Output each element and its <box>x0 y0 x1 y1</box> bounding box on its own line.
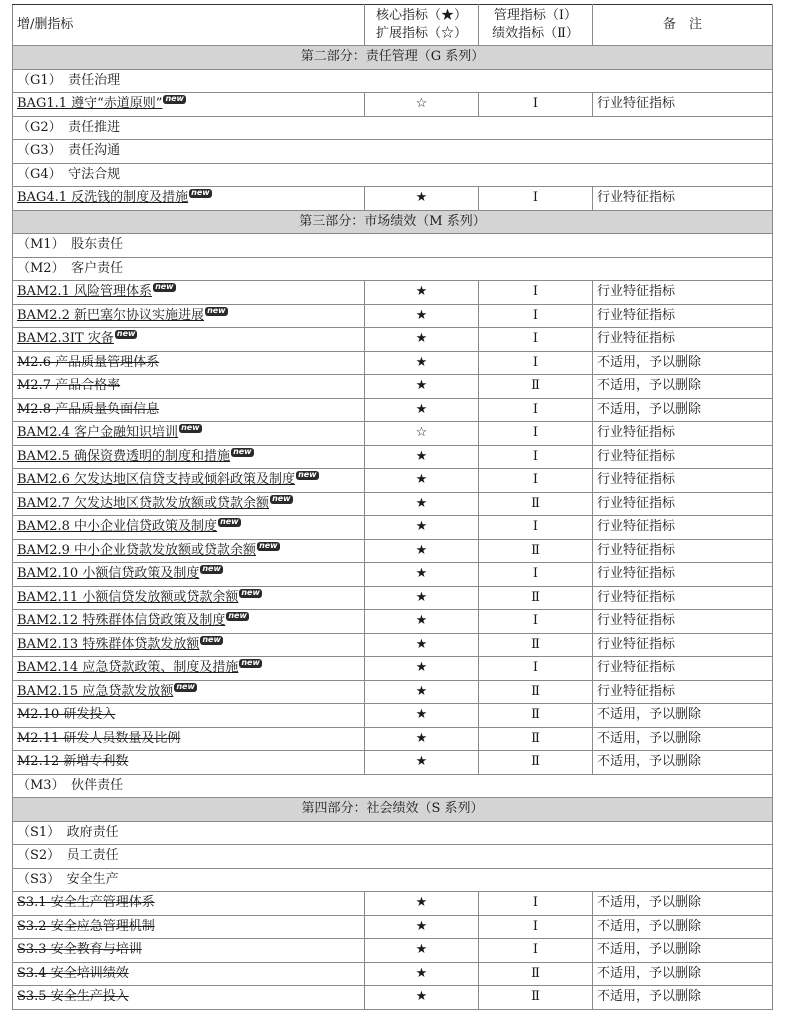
header-perf-line1: 管理指标（Ⅰ） <box>493 8 578 23</box>
section-row <box>13 46 773 70</box>
indicator-cell <box>13 539 365 563</box>
table-header-row <box>13 5 773 46</box>
note-cell: 不适用，予以删除 <box>593 398 773 422</box>
table-row <box>13 915 773 939</box>
table-row <box>13 351 773 375</box>
header-core-line2: 扩展指标（☆） <box>375 26 467 41</box>
table-row <box>13 93 773 117</box>
core-indicator: ★ <box>365 586 479 610</box>
indicator-name: BAM2.15 应急贷款发放额 <box>17 683 174 699</box>
new-badge: new <box>241 587 260 597</box>
note-cell: 行业特征指标 <box>593 610 773 634</box>
perf-indicator: Ⅱ <box>479 680 593 704</box>
table-row <box>13 727 773 751</box>
table-row <box>13 939 773 963</box>
perf-indicator: Ⅰ <box>479 187 593 211</box>
indicator-name: BAM2.9 中小企业贷款发放额或贷款余额 <box>17 542 257 558</box>
perf-indicator: Ⅰ <box>479 610 593 634</box>
note-cell: 行业特征指标 <box>593 281 773 305</box>
indicator-cell <box>13 422 365 446</box>
perf-indicator: Ⅰ <box>479 281 593 305</box>
core-indicator: ★ <box>365 563 479 587</box>
note-cell: 行业特征指标 <box>593 422 773 446</box>
core-indicator: ★ <box>365 304 479 328</box>
perf-indicator: Ⅰ <box>479 892 593 916</box>
indicator-cell <box>13 727 365 751</box>
indicator-cell <box>13 469 365 493</box>
indicator-name: BAM2.4 客户金融知识培训 <box>17 425 179 441</box>
indicator-cell <box>13 563 365 587</box>
core-indicator: ★ <box>365 539 479 563</box>
perf-indicator: Ⅱ <box>479 586 593 610</box>
header-core <box>365 5 479 46</box>
indicator-name: BAM2.6 欠发达地区信贷支持或倾斜政策及制度 <box>17 472 296 488</box>
core-indicator: ★ <box>365 657 479 681</box>
table-row <box>13 375 773 399</box>
indicator-cell <box>13 610 365 634</box>
note-cell: 行业特征指标 <box>593 93 773 117</box>
group-title: （M3） 伙伴责任 <box>13 774 773 798</box>
indicator-name: M2.8 产品质量负面信息 <box>17 401 160 417</box>
indicator-cell <box>13 586 365 610</box>
note-cell: 行业特征指标 <box>593 187 773 211</box>
core-indicator: ☆ <box>365 93 479 117</box>
perf-indicator: Ⅱ <box>479 727 593 751</box>
new-badge: new <box>241 658 260 668</box>
core-indicator: ★ <box>365 469 479 493</box>
note-cell: 行业特征指标 <box>593 563 773 587</box>
new-badge: new <box>272 493 291 503</box>
note-cell: 行业特征指标 <box>593 539 773 563</box>
indicator-name: M2.6 产品质量管理体系 <box>17 354 160 370</box>
core-indicator: ★ <box>365 915 479 939</box>
section-row <box>13 798 773 822</box>
perf-indicator: Ⅱ <box>479 751 593 775</box>
table-row <box>13 281 773 305</box>
note-cell: 不适用，予以删除 <box>593 986 773 1010</box>
group-row <box>13 821 773 845</box>
indicator-cell <box>13 93 365 117</box>
core-indicator: ★ <box>365 610 479 634</box>
indicator-name: BAM2.3IT 灾备 <box>17 331 114 347</box>
perf-indicator: Ⅱ <box>479 704 593 728</box>
indicator-cell <box>13 962 365 986</box>
core-indicator: ★ <box>365 727 479 751</box>
new-badge: new <box>202 564 221 574</box>
indicator-name: BAG1.1 遵守“赤道原则” <box>17 96 163 112</box>
group-title: （M2） 客户责任 <box>13 257 773 281</box>
perf-indicator: Ⅱ <box>479 539 593 563</box>
group-row <box>13 69 773 93</box>
section-title: 第三部分：市场绩效（M 系列） <box>13 210 773 234</box>
indicator-cell <box>13 351 365 375</box>
indicator-name: S3.3 安全教育与培训 <box>17 942 142 958</box>
perf-indicator: Ⅰ <box>479 93 593 117</box>
table-row <box>13 751 773 775</box>
note-cell: 不适用，予以删除 <box>593 751 773 775</box>
perf-indicator: Ⅰ <box>479 563 593 587</box>
table-row <box>13 328 773 352</box>
note-cell: 行业特征指标 <box>593 516 773 540</box>
indicator-name: S3.2 安全应急管理机制 <box>17 918 155 934</box>
core-indicator: ★ <box>365 751 479 775</box>
perf-indicator: Ⅰ <box>479 351 593 375</box>
indicator-name: M2.11 研发人员数量及比例 <box>17 730 181 746</box>
perf-indicator: Ⅱ <box>479 375 593 399</box>
new-badge: new <box>155 282 174 292</box>
new-badge: new <box>176 681 195 691</box>
perf-indicator: Ⅰ <box>479 422 593 446</box>
indicator-name: S3.4 安全培训绩效 <box>17 965 129 981</box>
note-cell: 不适用，予以删除 <box>593 915 773 939</box>
table-row <box>13 445 773 469</box>
table-row <box>13 704 773 728</box>
perf-indicator: Ⅱ <box>479 492 593 516</box>
table-row <box>13 586 773 610</box>
group-title: （G2） 责任推进 <box>13 116 773 140</box>
indicator-cell <box>13 492 365 516</box>
new-badge: new <box>298 470 317 480</box>
indicator-name: BAM2.10 小额信贷政策及制度 <box>17 566 200 582</box>
indicator-name: BAG4.1 反洗钱的制度及措施 <box>17 190 189 206</box>
indicator-name: BAM2.2 新巴塞尔协议实施进展 <box>17 307 205 323</box>
table-body <box>13 46 773 1010</box>
indicator-cell <box>13 445 365 469</box>
perf-indicator: Ⅰ <box>479 657 593 681</box>
indicator-name: BAM2.13 特殊群体贷款发放额 <box>17 636 200 652</box>
group-row <box>13 774 773 798</box>
core-indicator: ☆ <box>365 422 479 446</box>
table-row <box>13 187 773 211</box>
note-cell: 不适用，予以删除 <box>593 351 773 375</box>
indicator-name: BAM2.11 小额信贷发放额或贷款余额 <box>17 589 239 605</box>
indicator-name: S3.1 安全生产管理体系 <box>17 895 155 911</box>
indicator-name: BAM2.8 中小企业信贷政策及制度 <box>17 519 218 535</box>
indicator-cell <box>13 281 365 305</box>
new-badge: new <box>220 517 239 527</box>
new-badge: new <box>202 634 221 644</box>
indicator-table <box>12 4 773 1010</box>
table-row <box>13 657 773 681</box>
new-badge: new <box>233 446 252 456</box>
core-indicator: ★ <box>365 704 479 728</box>
core-indicator: ★ <box>365 328 479 352</box>
note-cell: 不适用，予以删除 <box>593 704 773 728</box>
note-cell: 行业特征指标 <box>593 445 773 469</box>
note-cell: 行业特征指标 <box>593 657 773 681</box>
group-title: （G1） 责任治理 <box>13 69 773 93</box>
new-badge: new <box>259 540 278 550</box>
indicator-cell <box>13 892 365 916</box>
note-cell: 不适用，予以删除 <box>593 727 773 751</box>
core-indicator: ★ <box>365 187 479 211</box>
table-row <box>13 422 773 446</box>
table-row <box>13 986 773 1010</box>
perf-indicator: Ⅱ <box>479 633 593 657</box>
perf-indicator: Ⅰ <box>479 304 593 328</box>
perf-indicator: Ⅰ <box>479 915 593 939</box>
perf-indicator: Ⅰ <box>479 445 593 469</box>
group-row <box>13 257 773 281</box>
table-row <box>13 680 773 704</box>
group-title: （M1） 股东责任 <box>13 234 773 258</box>
indicator-name: S3.5 安全生产投入 <box>17 989 129 1005</box>
indicator-cell <box>13 657 365 681</box>
group-title: （S3） 安全生产 <box>13 868 773 892</box>
section-title: 第四部分：社会绩效（S 系列） <box>13 798 773 822</box>
new-badge: new <box>181 423 200 433</box>
indicator-name: BAM2.5 确保资费透明的制度和措施 <box>17 448 231 464</box>
group-row <box>13 845 773 869</box>
note-cell: 行业特征指标 <box>593 304 773 328</box>
table-row <box>13 633 773 657</box>
indicator-cell <box>13 751 365 775</box>
table-row <box>13 398 773 422</box>
header-perf-line2: 绩效指标（Ⅱ） <box>492 26 579 41</box>
indicator-cell <box>13 187 365 211</box>
group-title: （G3） 责任沟通 <box>13 140 773 164</box>
group-row <box>13 116 773 140</box>
indicator-cell <box>13 328 365 352</box>
indicator-cell <box>13 939 365 963</box>
new-badge: new <box>165 94 184 104</box>
indicator-name: BAM2.1 风险管理体系 <box>17 284 153 300</box>
header-perf <box>479 5 593 46</box>
table-row <box>13 892 773 916</box>
indicator-cell <box>13 516 365 540</box>
group-row <box>13 163 773 187</box>
core-indicator: ★ <box>365 281 479 305</box>
new-badge: new <box>191 188 210 198</box>
core-indicator: ★ <box>365 445 479 469</box>
note-cell: 行业特征指标 <box>593 492 773 516</box>
note-cell: 不适用，予以删除 <box>593 939 773 963</box>
table-row <box>13 304 773 328</box>
perf-indicator: Ⅰ <box>479 469 593 493</box>
indicator-name: M2.7 产品合格率 <box>17 378 121 394</box>
note-cell: 不适用，予以删除 <box>593 375 773 399</box>
core-indicator: ★ <box>365 986 479 1010</box>
core-indicator: ★ <box>365 351 479 375</box>
perf-indicator: Ⅱ <box>479 986 593 1010</box>
note-cell: 行业特征指标 <box>593 328 773 352</box>
indicator-cell <box>13 375 365 399</box>
table-row <box>13 962 773 986</box>
indicator-cell <box>13 915 365 939</box>
core-indicator: ★ <box>365 375 479 399</box>
section-title: 第二部分：责任管理（G 系列） <box>13 46 773 70</box>
new-badge: new <box>116 329 136 339</box>
core-indicator: ★ <box>365 962 479 986</box>
core-indicator: ★ <box>365 892 479 916</box>
group-row <box>13 234 773 258</box>
perf-indicator: Ⅰ <box>479 328 593 352</box>
core-indicator: ★ <box>365 398 479 422</box>
table-row <box>13 539 773 563</box>
indicator-name: BAM2.12 特殊群体信贷政策及制度 <box>17 613 226 629</box>
group-row <box>13 868 773 892</box>
indicator-name: M2.10 研发投入 <box>17 707 116 723</box>
indicator-cell <box>13 398 365 422</box>
perf-indicator: Ⅰ <box>479 939 593 963</box>
header-core-line1: 核心指标（★） <box>375 8 467 23</box>
group-title: （S2） 员工责任 <box>13 845 773 869</box>
table-row <box>13 469 773 493</box>
header-name: 增/删指标 <box>13 5 365 46</box>
note-cell: 行业特征指标 <box>593 469 773 493</box>
core-indicator: ★ <box>365 516 479 540</box>
indicator-name: BAM2.14 应急贷款政策、制度及措施 <box>17 660 239 676</box>
core-indicator: ★ <box>365 939 479 963</box>
indicator-cell <box>13 304 365 328</box>
indicator-cell <box>13 680 365 704</box>
note-cell: 行业特征指标 <box>593 586 773 610</box>
section-row <box>13 210 773 234</box>
indicator-name: BAM2.7 欠发达地区贷款发放额或贷款余额 <box>17 495 270 511</box>
perf-indicator: Ⅱ <box>479 962 593 986</box>
note-cell: 行业特征指标 <box>593 633 773 657</box>
core-indicator: ★ <box>365 492 479 516</box>
table-row <box>13 492 773 516</box>
core-indicator: ★ <box>365 680 479 704</box>
perf-indicator: Ⅰ <box>479 398 593 422</box>
note-cell: 行业特征指标 <box>593 680 773 704</box>
header-note: 备 注 <box>593 5 773 46</box>
new-badge: new <box>228 611 247 621</box>
indicator-cell <box>13 704 365 728</box>
perf-indicator: Ⅰ <box>479 516 593 540</box>
indicator-name: M2.12 新增专利数 <box>17 754 129 770</box>
group-title: （S1） 政府责任 <box>13 821 773 845</box>
table-row <box>13 516 773 540</box>
table-row <box>13 610 773 634</box>
note-cell: 不适用，予以删除 <box>593 962 773 986</box>
group-row <box>13 140 773 164</box>
new-badge: new <box>207 305 226 315</box>
note-cell: 不适用，予以删除 <box>593 892 773 916</box>
group-title: （G4） 守法合规 <box>13 163 773 187</box>
core-indicator: ★ <box>365 633 479 657</box>
table-row <box>13 563 773 587</box>
indicator-cell <box>13 633 365 657</box>
indicator-cell <box>13 986 365 1010</box>
